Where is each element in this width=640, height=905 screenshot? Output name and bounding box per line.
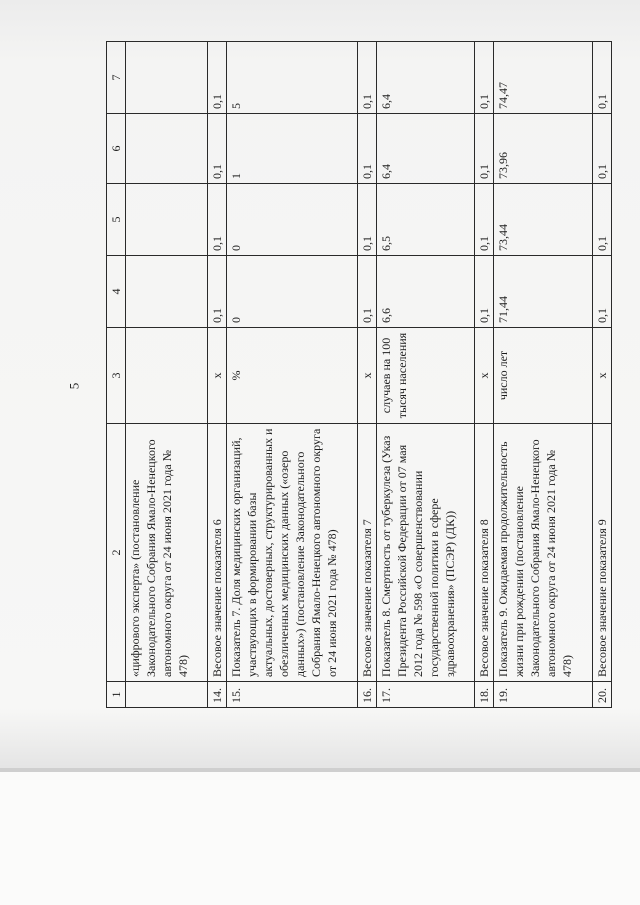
row-number: 20.	[592, 682, 611, 708]
value-cell: 0,1	[208, 256, 227, 328]
header-row	[107, 42, 126, 708]
table-row	[475, 42, 494, 708]
value-cell: 0,1	[357, 184, 376, 256]
value-cell	[126, 256, 208, 328]
indicators-table	[106, 41, 612, 708]
scan-edge	[0, 768, 640, 772]
value-cell: 74,47	[494, 42, 592, 114]
value-cell: 0,1	[357, 256, 376, 328]
value-cell: 0,1	[208, 42, 227, 114]
table-row	[377, 42, 475, 708]
value-cell: 0,1	[592, 184, 611, 256]
header-cell: 7	[107, 42, 126, 114]
unit-cell: x	[208, 328, 227, 424]
row-number: 19.	[494, 682, 592, 708]
header-cell: 5	[107, 184, 126, 256]
rotated-table-container	[106, 42, 612, 708]
indicator-text: Показатель 7. Доля медицинских организаций, участвующих в формировании базы актуальных, достоверных, структурированных и обезличенных медицинских данных («озеро данных») (постановление Законодательного Собрания Ямало-Ненецкого автономного округа от 24 июня 2021 года № 478)	[227, 424, 358, 682]
value-cell	[126, 184, 208, 256]
value-cell: 0,1	[208, 114, 227, 184]
header-cell: 6	[107, 114, 126, 184]
table-row	[208, 42, 227, 708]
value-cell: 1	[227, 114, 358, 184]
unit-cell: x	[475, 328, 494, 424]
value-cell: 0,1	[475, 42, 494, 114]
value-cell: 0	[227, 256, 358, 328]
table-row	[227, 42, 358, 708]
row-number: 16.	[357, 682, 376, 708]
unit-cell: число лет	[494, 328, 592, 424]
table-row	[494, 42, 592, 708]
value-cell: 6,4	[377, 114, 475, 184]
indicator-text: «цифрового эксперта» (постановление Законодательного Собрания Ямало-Ненецкого автономного округа от 24 июня 2021 года № 478)	[126, 424, 208, 682]
header-cell: 1	[107, 682, 126, 708]
page-number: 5	[66, 382, 82, 390]
row-number: 14.	[208, 682, 227, 708]
header-cell: 2	[107, 424, 126, 682]
indicator-text: Показатель 9. Ожидаемая продолжительность жизни при рождении (постановление Законодательного Собрания Ямало-Ненецкого автономного округа от 24 июня 2021 года № 478)	[494, 424, 592, 682]
unit-cell: x	[357, 328, 376, 424]
indicator-text: Весовое значение показателя 8	[475, 424, 494, 682]
value-cell: 5	[227, 42, 358, 114]
table-row	[126, 42, 208, 708]
header-cell: 4	[107, 256, 126, 328]
value-cell: 0,1	[357, 114, 376, 184]
row-number: 18.	[475, 682, 494, 708]
value-cell: 0,1	[592, 114, 611, 184]
value-cell: 6,4	[377, 42, 475, 114]
unit-cell: %	[227, 328, 358, 424]
value-cell: 0,1	[357, 42, 376, 114]
row-number: 15.	[227, 682, 358, 708]
value-cell: 73,96	[494, 114, 592, 184]
value-cell: 0	[227, 184, 358, 256]
table-row	[592, 42, 611, 708]
value-cell: 0,1	[592, 256, 611, 328]
row-number	[126, 682, 208, 708]
value-cell: 0,1	[475, 256, 494, 328]
value-cell: 0,1	[475, 184, 494, 256]
value-cell	[126, 42, 208, 114]
value-cell	[126, 114, 208, 184]
unit-cell: x	[592, 328, 611, 424]
header-cell: 3	[107, 328, 126, 424]
value-cell: 0,1	[592, 42, 611, 114]
value-cell: 71,44	[494, 256, 592, 328]
value-cell: 6,6	[377, 256, 475, 328]
value-cell: 73,44	[494, 184, 592, 256]
unit-cell	[126, 328, 208, 424]
unit-cell: случаев на 100 тысяч населения	[377, 328, 475, 424]
row-number: 17.	[377, 682, 475, 708]
value-cell: 6,5	[377, 184, 475, 256]
table-row	[357, 42, 376, 708]
indicator-text: Весовое значение показателя 6	[208, 424, 227, 682]
value-cell: 0,1	[208, 184, 227, 256]
indicator-text: Показатель 8. Смертность от туберкулеза (Указ Президента Российской Федерации от 07 мая 2012 года № 598 «О совершенствовании государственной политики в сфере здравоохранения» (ПСЭР) (ДК))	[377, 424, 475, 682]
indicator-text: Весовое значение показателя 9	[592, 424, 611, 682]
indicator-text: Весовое значение показателя 7	[357, 424, 376, 682]
value-cell: 0,1	[475, 114, 494, 184]
